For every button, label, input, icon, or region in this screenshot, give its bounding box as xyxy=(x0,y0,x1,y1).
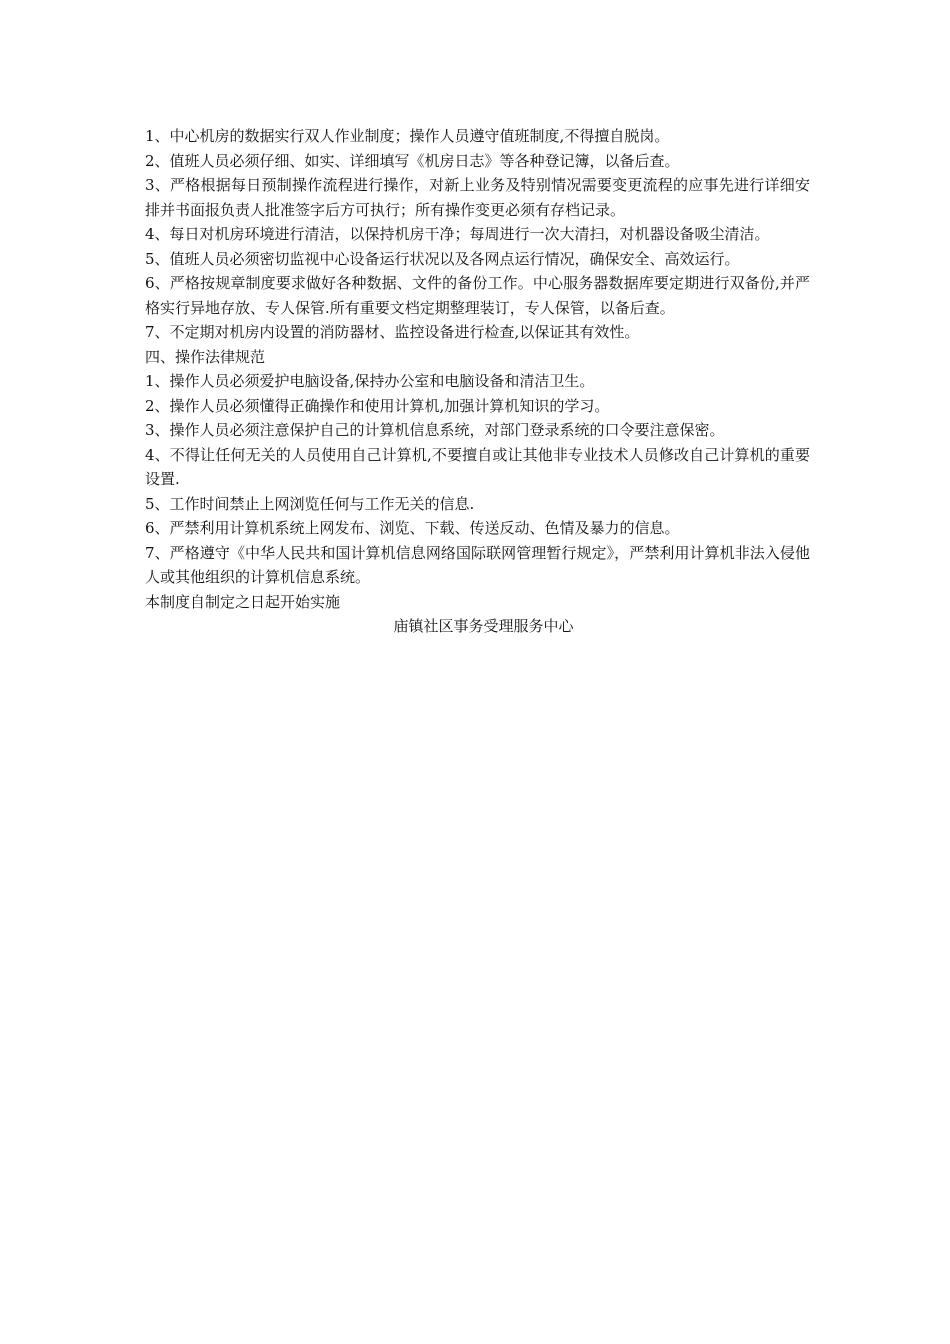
section3-item-5: 5、值班人员必须密切监视中心设备运行状况以及各网点运行情况，确保安全、高效运行。 xyxy=(145,249,740,268)
section3-item-1: 1、中心机房的数据实行双人作业制度；操作人员遵守值班制度,不得擅自脱岗。 xyxy=(145,127,670,145)
section4-item-5: 5、工作时间禁止上网浏览任何与工作无关的信息. xyxy=(145,494,475,513)
section3-item-2: 2、值班人员必须仔细、如实、详细填写《机房日志》等各种登记簿，以备后查。 xyxy=(145,151,680,170)
section4-item-4: 4、不得让任何无关的人员使用自己计算机,不要擅自或让其他非专业技术人员修改自己计算机的重要设置. xyxy=(145,445,810,488)
section4-item-1: 1、操作人员必须爱护电脑设备,保持办公室和电脑设备和清洁卫生。 xyxy=(145,372,595,390)
section4-item-3: 3、操作人员必须注意保护自己的计算机信息系统，对部门登录系统的口令要注意保密。 xyxy=(145,421,725,439)
section3-item-6: 6、严格按规章制度要求做好各种数据、文件的备份工作。中心服务器数据库要定期进行双备份,并严格实行异地存放、专人保管.所有重要文档定期整理装订，专人保管，以备后查。 xyxy=(145,274,810,317)
section4-item-2: 2、操作人员必须懂得正确操作和使用计算机,加强计算机知识的学习。 xyxy=(145,396,610,415)
section3-item-7: 7、不定期对机房内设置的消防器材、监控设备进行检查,以保证其有效性。 xyxy=(145,323,640,341)
section4-heading: 四、操作法律规范 xyxy=(145,347,266,366)
section4-item-7: 7、严格遵守《中华人民共和国计算机信息网络国际联网管理暂行规定》，严禁利用计算机非法入侵他人或其他组织的计算机信息系统。 xyxy=(145,543,810,586)
section4-item-6: 6、严禁利用计算机系统上网发布、浏览、下载、传送反动、色情及暴力的信息。 xyxy=(145,519,680,537)
signature-organization: 庙镇社区事务受理服务中心 xyxy=(393,617,574,635)
document-body xyxy=(145,124,810,639)
closing-statement: 本制度自制定之日起开始实施 xyxy=(145,592,341,611)
section3-item-3: 3、严格根据每日预制操作流程进行操作，对新上业务及特别情况需要变更流程的应事先进行详细安排并书面报负责人批准签字后方可执行；所有操作变更必须有存档记录。 xyxy=(145,176,810,219)
section3-item-4: 4、每日对机房环境进行清洁，以保持机房干净；每周进行一次大清扫，对机器设备吸尘清洁。 xyxy=(145,225,770,243)
